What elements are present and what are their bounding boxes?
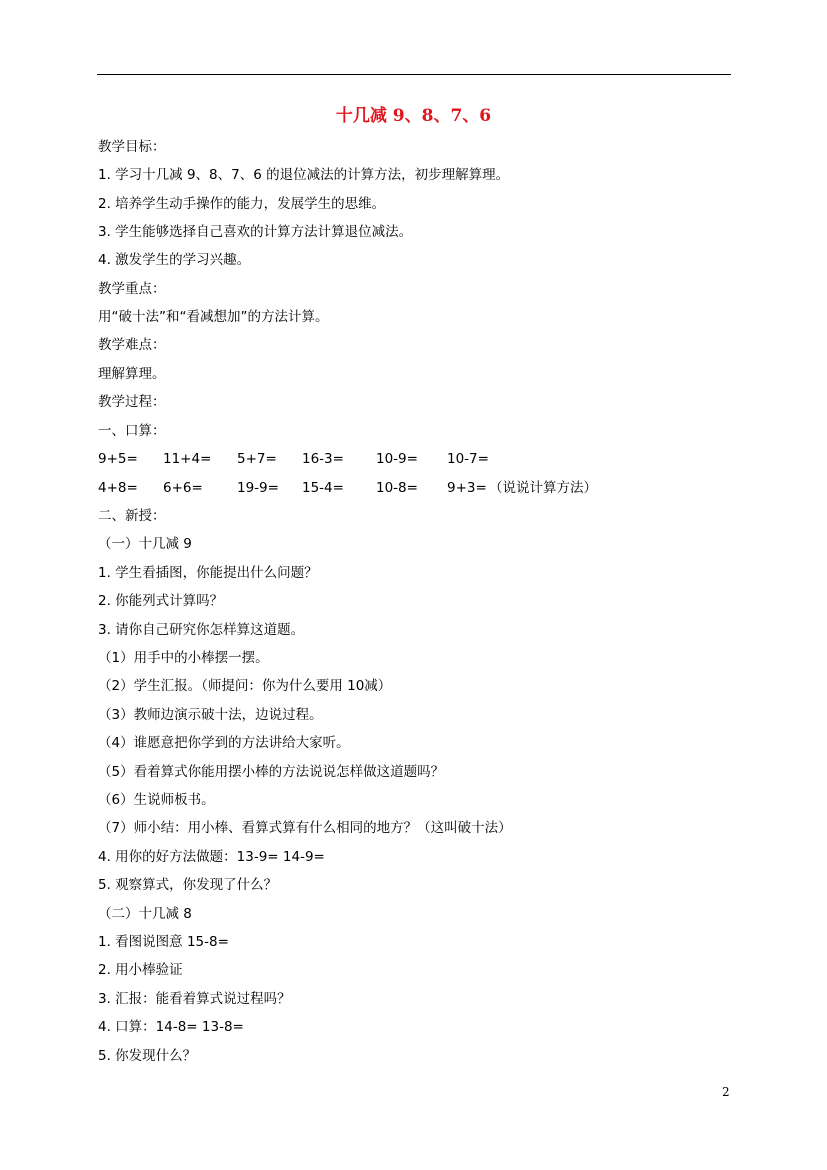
oral-item: 6+6= (163, 480, 203, 496)
part1-line: 2. 你能列式计算吗？ (98, 593, 224, 609)
part2-line: 4. 口算：14-8= 13-8= (98, 1019, 244, 1035)
part2-line: 1. 看图说图意 15-8= (98, 934, 229, 950)
key-points-text: 用“破十法”和“看减想加”的方法计算。 (98, 309, 329, 325)
goals-heading: 教学目标： (98, 139, 166, 155)
oral-item: 15-4= (302, 480, 344, 496)
difficulties-heading: 教学难点： (98, 337, 166, 353)
process-heading: 教学过程： (98, 394, 166, 410)
header-rule (97, 74, 731, 75)
part1-line: （2）学生汇报。（师提问：你为什么要用 10减） (98, 678, 392, 694)
page-number: 2 (722, 1085, 730, 1099)
part2-line: 5. 你发现什么？ (98, 1048, 197, 1064)
goal-item-4: 4. 激发学生的学习兴趣。 (98, 252, 251, 268)
part2-line: 2. 用小棒验证 (98, 962, 183, 978)
oral-item: 4+8= (98, 480, 138, 496)
oral-item: 9+3= (447, 480, 487, 496)
oral-item: 9+5= (98, 451, 138, 467)
part1-line: （1）用手中的小棒摆一摆。 (98, 650, 269, 666)
part1-line: 1. 学生看插图，你能提出什么问题？ (98, 565, 318, 581)
part1-line: 4. 用你的好方法做题：13-9= 14-9= (98, 849, 325, 865)
oral-item: 16-3= (302, 451, 344, 467)
part1-line: 3. 请你自己研究你怎样算这道题。 (98, 622, 305, 638)
key-points-heading: 教学重点： (98, 281, 166, 297)
difficulties-text: 理解算理。 (98, 366, 166, 382)
part1-line: （5）看着算式你能用摆小棒的方法说说怎样做这道题吗？ (98, 764, 445, 780)
oral-note: （说说计算方法） (489, 480, 597, 496)
new-lesson-heading: 二、新授： (98, 508, 166, 524)
part1-line: （6）生说师板书。 (98, 792, 215, 808)
goal-item-2: 2. 培养学生动手操作的能力，发展学生的思维。 (98, 196, 386, 212)
part1-line: 5. 观察算式，你发现了什么？ (98, 877, 278, 893)
page-title: 十几减 9、8、7、6 (335, 106, 492, 126)
oral-item: 5+7= (237, 451, 277, 467)
oral-item: 10-7= (447, 451, 489, 467)
oral-item: 10-8= (376, 480, 418, 496)
oral-item: 19-9= (237, 480, 279, 496)
part1-line: （7）师小结：用小棒、看算式算有什么相同的地方？（这叫破十法） (98, 820, 512, 836)
part1-line: （4）谁愿意把你学到的方法讲给大家听。 (98, 735, 350, 751)
oral-item: 10-9= (376, 451, 418, 467)
oral-item: 11+4= (163, 451, 212, 467)
part2-line: 3. 汇报：能看着算式说过程吗？ (98, 991, 291, 1007)
part1-line: （3）教师边演示破十法，边说过程。 (98, 707, 323, 723)
goal-item-1: 1. 学习十几减 9、8、7、6 的退位减法的计算方法，初步理解算理。 (98, 167, 510, 183)
oral-heading: 一、口算： (98, 423, 166, 439)
goal-item-3: 3. 学生能够选择自己喜欢的计算方法计算退位减法。 (98, 224, 413, 240)
part1-heading: （一）十几减 9 (98, 536, 192, 552)
part2-heading: （二）十几减 8 (98, 906, 192, 922)
